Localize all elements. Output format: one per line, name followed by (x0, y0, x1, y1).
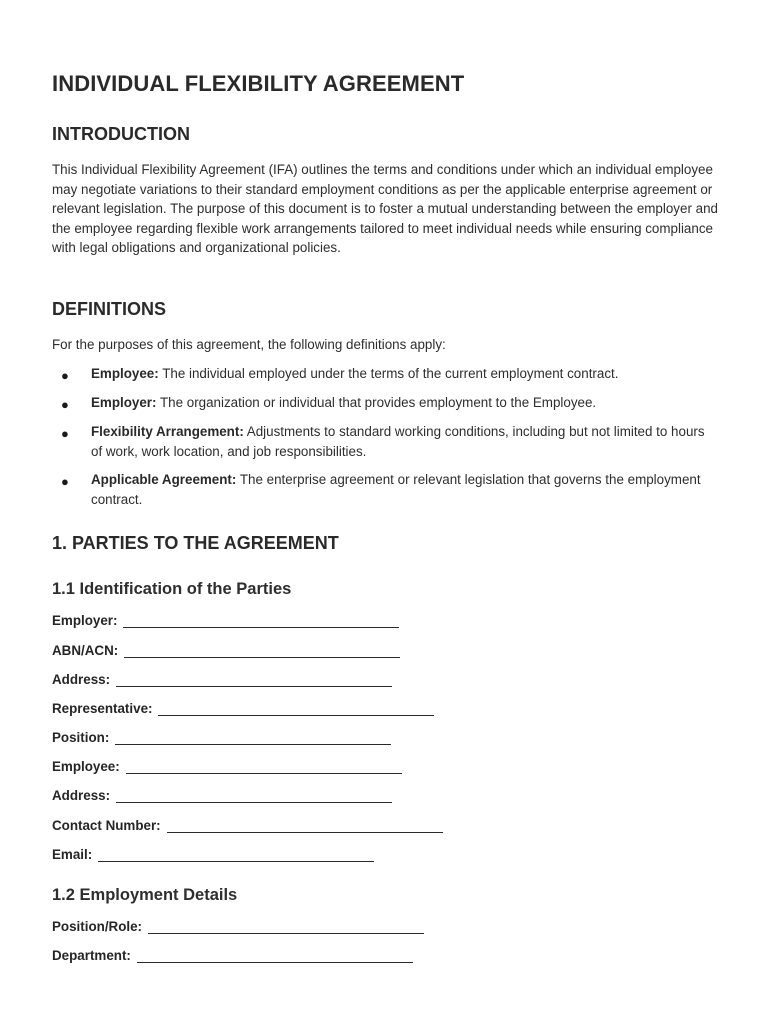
parties-heading: 1. PARTIES TO THE AGREEMENT (52, 533, 339, 553)
definition-description: The individual employed under the terms of the current employment contract. (158, 366, 619, 381)
abn-acn-input-line[interactable] (124, 657, 400, 658)
abn-acn-field (52, 643, 400, 658)
field-label: Department: (52, 948, 131, 963)
representative-input-line[interactable] (158, 715, 434, 716)
position-role-field (52, 919, 424, 934)
employee-address-field (52, 788, 392, 803)
field-label: Email: (52, 847, 93, 862)
document-title: INDIVIDUAL FLEXIBILITY AGREEMENT (52, 71, 465, 96)
employer-input-line[interactable] (123, 627, 399, 628)
definition-text (91, 470, 716, 509)
employee-input-line[interactable] (126, 773, 402, 774)
bullet-icon: ● (61, 397, 69, 412)
definitions-lead: For the purposes of this agreement, the following definitions apply: (52, 337, 446, 352)
employee-address-input-line[interactable] (116, 802, 392, 803)
definitions-heading: DEFINITIONS (52, 299, 167, 319)
definition-term: Employee: (91, 366, 159, 381)
definition-term: Employer: (91, 395, 157, 410)
field-label: Employee: (52, 759, 120, 774)
field-label: Address: (52, 788, 111, 803)
definition-description: Adjustments to standard working conditions, including but not limited to hours of work, work location, and job responsibilities. (91, 424, 705, 459)
field-label: Contact Number: (52, 818, 161, 833)
representative-field (52, 701, 434, 716)
bullet-icon: ● (61, 426, 69, 441)
position-field (52, 730, 391, 745)
definition-description: The enterprise agreement or relevant legislation that governs the employment contract. (91, 472, 701, 507)
bullet-icon: ● (61, 368, 69, 383)
introduction-heading: INTRODUCTION (52, 124, 190, 144)
field-label: Position: (52, 730, 110, 745)
definition-term: Applicable Agreement: (91, 472, 237, 487)
department-input-line[interactable] (137, 962, 413, 963)
employer-address-field (52, 672, 392, 687)
employment-details-heading: 1.2 Employment Details (52, 886, 238, 904)
field-label: Address: (52, 672, 111, 687)
contact-number-field (52, 818, 443, 833)
definition-text (91, 364, 716, 384)
definition-text (91, 393, 716, 413)
definition-term: Flexibility Arrangement: (91, 424, 244, 439)
field-label: Position/Role: (52, 919, 143, 934)
identification-heading: 1.1 Identification of the Parties (52, 580, 292, 598)
email-field (52, 847, 374, 862)
employer-address-input-line[interactable] (116, 686, 392, 687)
field-label: Representative: (52, 701, 153, 716)
definition-text (91, 422, 716, 461)
employee-field (52, 759, 402, 774)
definition-description: The organization or individual that provides employment to the Employee. (156, 395, 597, 410)
employer-field (52, 613, 399, 628)
field-label: ABN/ACN: (52, 643, 119, 658)
introduction-paragraph: This Individual Flexibility Agreement (IFA) outlines the terms and conditions under which an individual employee may negotiate variations to their standard employment conditions as per the applicable enterprise agreement or relevant legislation. The purpose of this document is to foster a mutual understanding between the employer and the employee regarding flexible work arrangements tailored to meet individual needs while ensuring compliance with legal obligations and organizational policies. (52, 162, 718, 255)
email-input-line[interactable] (98, 861, 374, 862)
field-label: Employer: (52, 613, 118, 628)
contact-number-input-line[interactable] (167, 832, 443, 833)
department-field (52, 948, 413, 963)
position-role-input-line[interactable] (148, 933, 424, 934)
bullet-icon: ● (61, 474, 69, 489)
position-input-line[interactable] (115, 744, 391, 745)
